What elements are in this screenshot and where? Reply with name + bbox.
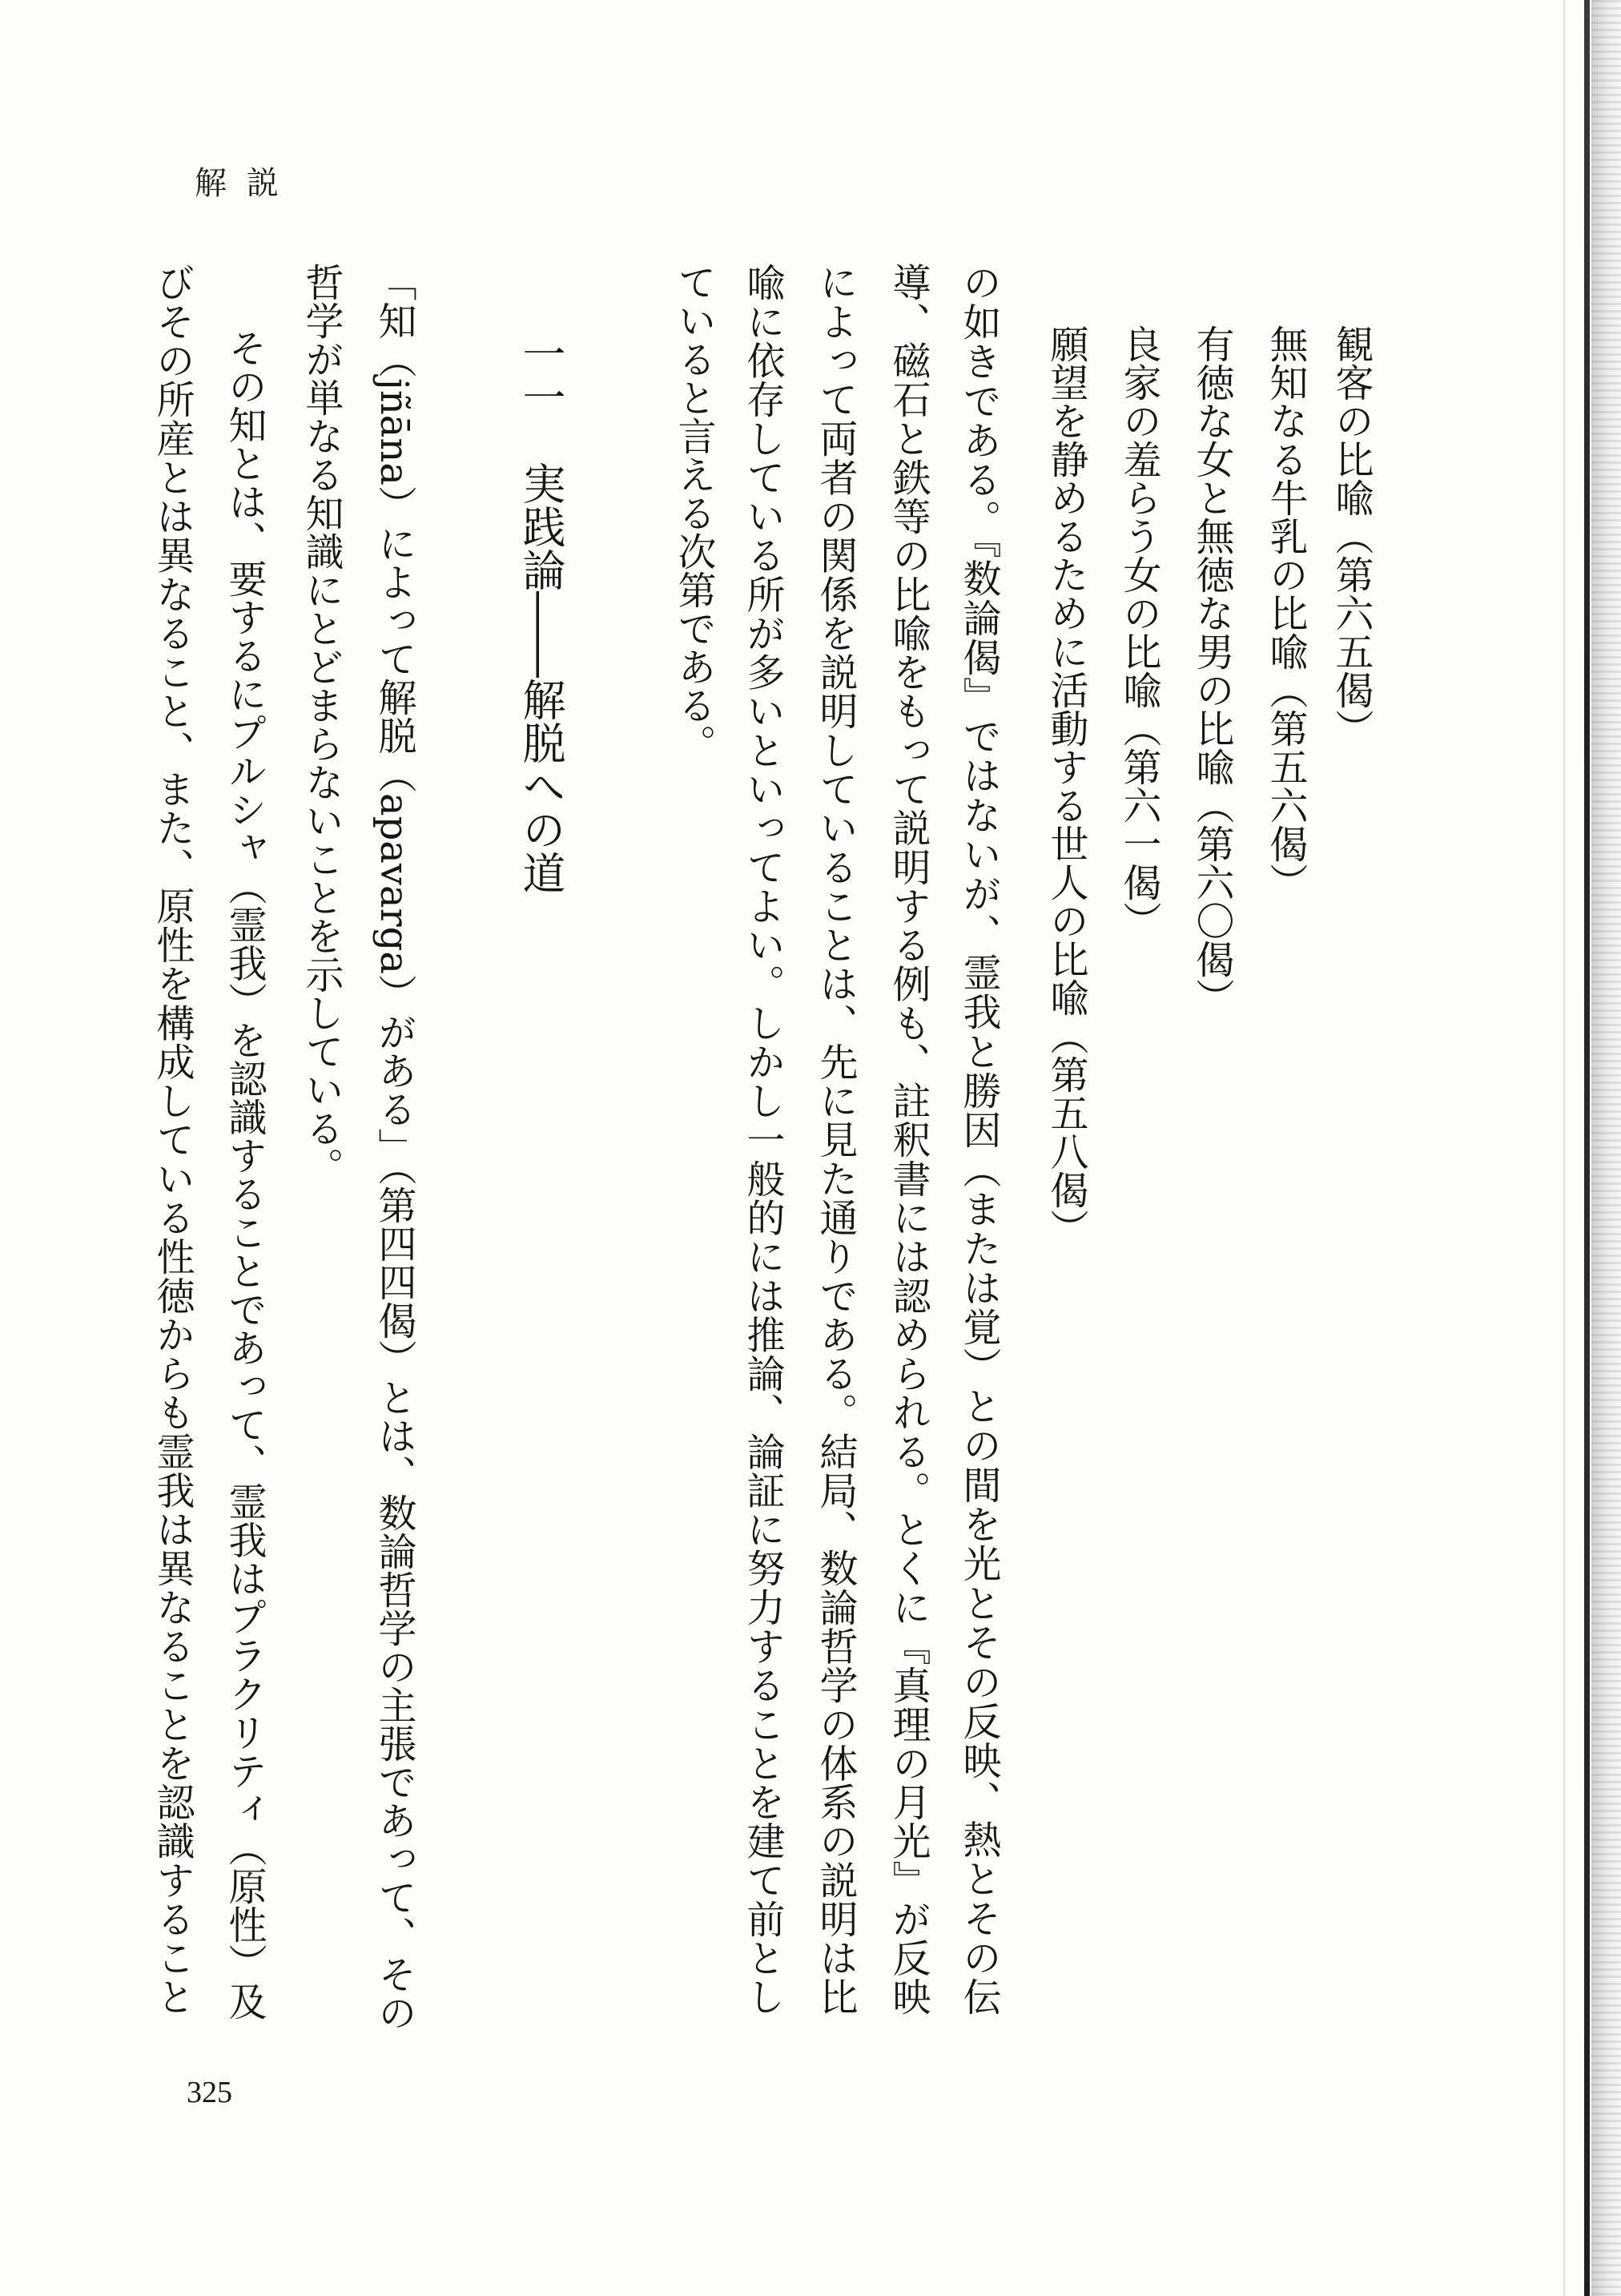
paragraph-line: によって両者の関係を説明していることは、先に見た通りである。結局、数論哲学の体系の説明は比 (813, 263, 858, 2016)
list-item: 有徳な女と無徳な男の比喩（第六〇偈） (1189, 324, 1234, 1017)
binding-edge-faint-line (1563, 0, 1565, 2296)
paragraph-line: ていると言える次第である。 (671, 263, 716, 763)
paragraph-line: の如きである。『数論偈』ではないが、霊我と勝因（または覚）との間を光とその反映、熱とその伝 (956, 263, 1001, 2016)
binding-edge-line (1584, 0, 1590, 2296)
paragraph-line: その知とは、要するにプルシャ（霊我）を認識することであって、霊我はプラクリティ（原性）及 (222, 328, 267, 2020)
running-head: 解 説 (195, 165, 284, 202)
paragraph-line: 喩に依存している所が多いといってよい。しかし一般的には推論、論証に努力することを建て前とし (740, 263, 785, 2016)
page-number: 325 (187, 2076, 232, 2109)
paragraph-line: びその所産とは異なること、また、原性を構成している性徳からも霊我は異なることを認識すること (150, 263, 195, 2016)
list-item: 観客の比喩（第六五偈） (1329, 324, 1374, 747)
list-item: 願望を静めるために活動する世人の比喩（第五八偈） (1044, 324, 1088, 1247)
paragraph-line: 導、磁石と鉄等の比喩をもって説明する例も、註釈書には認められる。とくに『真理の月光』が反映 (886, 263, 931, 2016)
binding-edge-shadow (1591, 0, 1621, 2296)
list-item: 無知なる牛乳の比喩（第五六偈） (1263, 324, 1308, 901)
paragraph-line: 「知（jñāna）によって解脱（apavarga）がある」（第四四偈）とは、数論哲学の主張であって、その (372, 263, 416, 2032)
section-heading: 一一 実践論――解脱への道 (516, 332, 566, 894)
paragraph-line: 哲学が単なる知識にとどまらないことを示している。 (299, 263, 344, 1186)
list-item: 良家の羞らう女の比喩（第六一偈） (1116, 324, 1161, 940)
